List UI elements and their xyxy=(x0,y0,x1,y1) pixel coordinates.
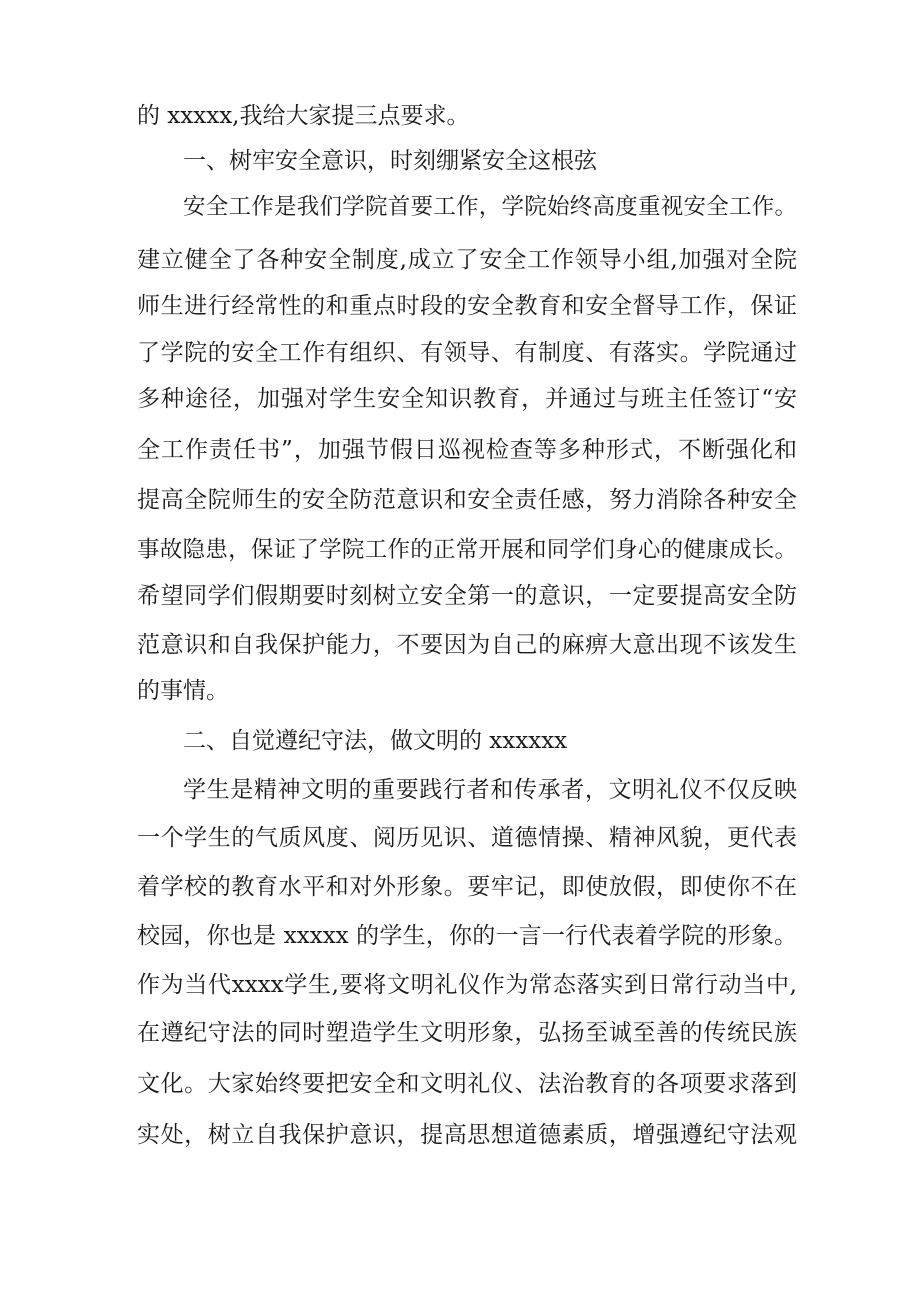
section-heading: 二、自觉遵纪守法，做文明的 xxxxxx xyxy=(183,728,568,754)
body-text-line: 作为当代xxxx学生,要将文明礼仪作为常态落实到日常行动当中, xyxy=(137,972,797,998)
body-text-line: 师生进行经常性的和重点时段的安全教育和安全督导工作，保证 xyxy=(137,293,797,319)
body-text-line: 建立健全了各种安全制度,成立了安全工作领导小组,加强对全院 xyxy=(137,247,797,273)
body-text-line: 在遵纪守法的同时塑造学生文明形象，弘扬至诚至善的传统民族 xyxy=(137,1020,797,1046)
body-text-line: 提高全院师生的安全防范意识和安全责任感，努力消除各种安全 xyxy=(137,487,797,513)
body-text-line: 文化。大家始终要把安全和文明礼仪、法治教育的各项要求落到 xyxy=(137,1071,797,1097)
body-text-line: 希望同学们假期要时刻树立安全第一的意识，一定要提高安全防 xyxy=(137,583,797,609)
body-text-line: 了学院的安全工作有组织、有领导、有制度、有落实。学院通过 xyxy=(137,340,797,366)
body-text-line: 着学校的教育水平和对外形象。要牢记，即使放假，即使你不在 xyxy=(137,874,797,900)
body-text-line: 的 xxxxx,我给大家提三点要求。 xyxy=(137,103,470,129)
body-text-line: 事故隐患，保证了学院工作的正常开展和同学们身心的健康成长。 xyxy=(137,537,797,563)
body-text-line: 实处，树立自我保护意识，提高思想道德素质，增强遵纪守法观 xyxy=(137,1122,797,1148)
body-text-line: 全工作责任书”，加强节假日巡视检查等多种形式，不断强化和 xyxy=(137,437,797,463)
body-text-line: 一个学生的气质风度、阅历见识、道德情操、精神风貌，更代表 xyxy=(137,825,797,851)
body-text-line: 的事情。 xyxy=(137,678,229,704)
body-text-line: 范意识和自我保护能力，不要因为自己的麻痹大意出现不该发生 xyxy=(137,632,797,658)
paragraph-first-line: 学生是精神文明的重要践行者和传承者，文明礼仪不仅反映 xyxy=(183,777,797,803)
paragraph-first-line: 安全工作是我们学院首要工作，学院始终高度重视安全工作。 xyxy=(183,194,797,220)
body-text-line: 多种途径，加强对学生安全知识教育，并通过与班主任签订“安 xyxy=(137,386,797,412)
section-heading: 一、树牢安全意识，时刻绷紧安全这根弦 xyxy=(183,148,597,174)
body-text-line: 校园，你也是 xxxxx 的学生，你的一言一行代表着学院的形象。 xyxy=(137,923,797,949)
